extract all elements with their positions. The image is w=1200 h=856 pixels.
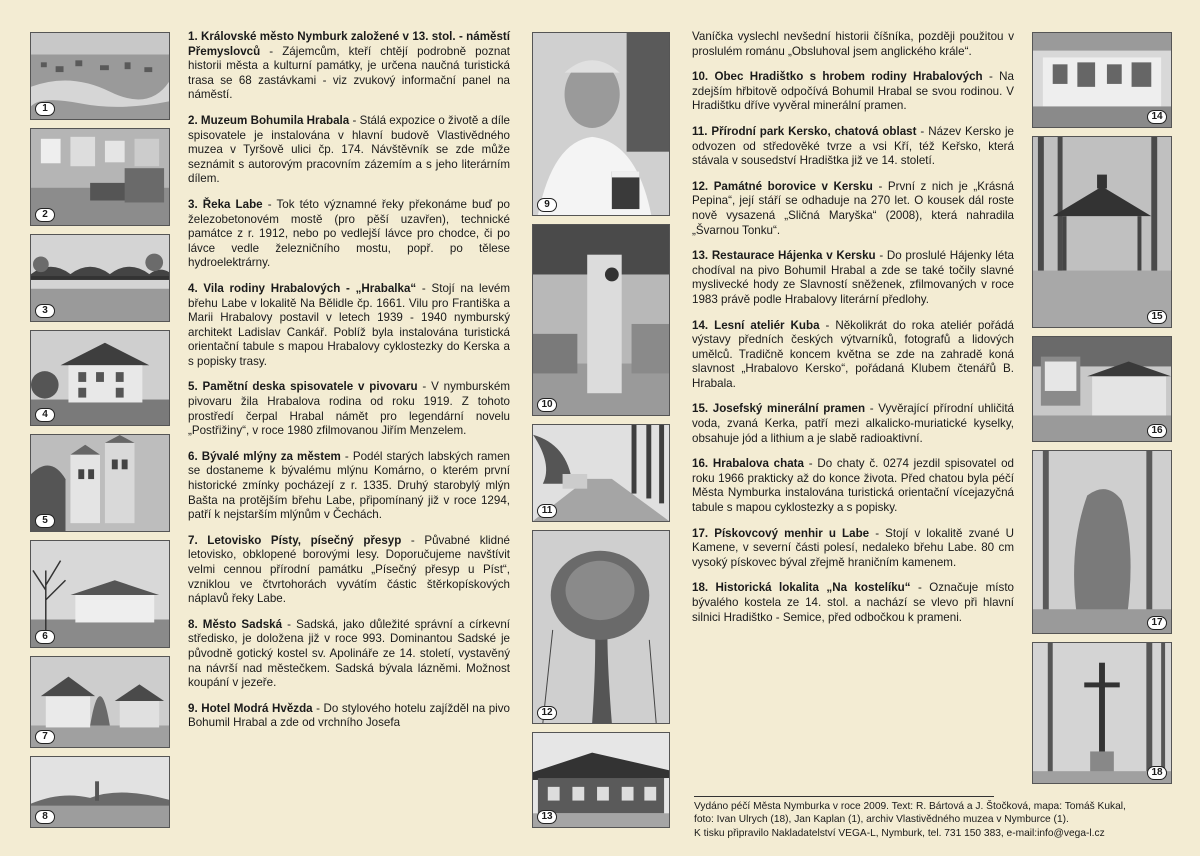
entry-8: 8. Město Sadská - Sadská, jako důležité správní a církevní středisko, je doložena již v roce 993. Dominantou Sadské je původně gotický kostel sv. Apolináře ze 14. století, vystavěný na návrší nad městečkem. Sadská bývala lázněmi. Možnost koupání v jezeře. [188,617,511,690]
photo-number: 13 [537,810,557,824]
entry-15: 15. Josefský minerální pramen - Vyvěrající přírodní uhličitá voda, zvaná Kerka, patří mezi alkalicko-muriatické kyselky, obsahuje jód a lithium a je slabě radioaktivní. [692,402,1014,445]
photo-number: 16 [1147,424,1167,438]
entry-14: 14. Lesní ateliér Kuba - Několikrát do roka ateliér pořádá výstavy předních českých výtvarníků, fotografů a lidových umělců. Tradičně koncem května se zde na zahradě koná slavnost „Hrabalovo Kersko“, pořádaná Klubem čtenářů B. Hrabala. [692,318,1014,390]
photo-8-sadska-panorama [30,756,170,828]
photo-number: 9 [537,198,557,212]
entry-9-continued: Vaníčka vyslechl nevšední historii číšníka, později použitou v proslulém románu „Obsluhoval jsem anglického krále“. [692,30,1014,58]
credits-line-1: Vydáno péčí Města Nymburka v roce 2009. Text: R. Bártová a J. Štočková, mapa: Tomáš Kukal, [694,801,1126,812]
photo-number: 5 [35,514,55,528]
photo-7-pisty-resort [30,656,170,748]
photo-number: 17 [1147,616,1167,630]
photo-3-river-bridge [30,234,170,322]
photo-5-brewery [30,434,170,532]
text-column-right [692,30,1014,636]
text-column-left [188,30,510,742]
photo-18-na-kosteliku-cross [1032,642,1172,784]
photo-number: 1 [35,102,55,116]
entry-13: 13. Restaurace Hájenka v Kersku - Do proslulé Hájenky léta chodíval na pivo Bohumil Hrabal a zde se také točily slavné myslivecké hody ze Slavností sněženek, zfilmovaných v roce 1983 právě podle Hrabalovy literární předlohy. [692,249,1015,306]
photo-number: 14 [1147,110,1167,124]
photo-number: 12 [537,706,557,720]
credits-footer [694,796,1126,840]
photo-4-villa-hrabalka [30,330,170,426]
photo-number: 10 [537,398,557,412]
photo-number: 18 [1147,766,1167,780]
entry-2: 2. Muzeum Bohumila Hrabala - Stálá expozice o životě a díle spisovatele je instalována v hlavní budově Vlastivědného muzea v Tyršově ulici čp. 174. Návštěvník se zde může seznámit s autorovým pracovním zázemím a s jeho literárním dílem. [188,113,510,186]
photo-13-hajenka-restaurant [532,732,670,828]
entry-9: 9. Hotel Modrá Hvězda - Do stylového hotelu zajížděl na pivo Bohumil Hrabal a zde od vrchního Josefa [188,701,510,730]
photo-16-hrabal-cottage [1032,336,1172,442]
photo-number: 2 [35,208,55,222]
photo-10-grave [532,224,670,416]
entry-18: 18. Historická lokalita „Na kostelíku“ - Označuje místo bývalého kostela ze 14. stol. a nachází se vlevo při hlavní silnici Hradištko - Semice, před odbočkou k prameni. [692,581,1014,624]
entry-5: 5. Pamětní deska spisovatele v pivovaru - V nymburském pivovaru žila Hrabalova rodina od roku 1919. Z tohoto prostředí čerpal Hrabal námět pro legendární novelu „Postřižiny“, v roce 1980 zfilmovanou Jiřím Menzelem. [188,380,510,438]
photo-15-mineral-spring-pavilion [1032,136,1172,328]
photo-number: 3 [35,304,55,318]
photo-number: 15 [1147,310,1167,324]
entry-10: 10. Obec Hradištko s hrobem rodiny Hrabalových - Na zdejším hřbitově odpočívá Bohumil Hrabal se svou rodinou. V Hradištku dříve vyvěral minerální pramen. [692,70,1014,113]
photo-2-museum-interior [30,128,170,226]
entry-6: 6. Bývalé mlýny za městem - Podél starých labských ramen se dostaneme k bývalému mlýnu Komárno, o kterém první historické zmínky pocházejí z r. 1335. Druhý starobylý mlýn Bašta na protějším břehu Labe, připomínaný již v roce 1294, patří k nejstarším mlýnům v Čechách. [188,449,510,522]
entry-12: 12. Památné borovice v Kersku - První z nich je „Krásná Pepina“, její stáří se odhaduje na 270 let. O kousek dál roste nově vysazená „Sličná Maryška“ (2008), která nahradila „Švarnou Tonku“. [692,179,1014,237]
photo-12-pine-tree [532,530,670,724]
credits-line-3: K tisku připravilo Nakladatelství VEGA-L, Nymburk, tel. 731 150 383, e-mail:info@vega-l.cz [694,827,1105,839]
photo-1-aerial-town [30,32,170,120]
entry-4: 4. Vila rodiny Hrabalových - „Hrabalka“ - Stojí na levém břehu Labe v lokalitě Na Bělidle čp. 1661. Vilu pro Františka a Marii Hrabalovy postavil v letech 1939 - 1940 nymburský architekt Ladislav Cankář. Poblíž byla instalována turistická orientační tabule s mapou Hrabalovy cyklostezky do Kerska a s popisky trasy. [188,281,510,368]
photo-6-mill [30,540,170,648]
entry-3: 3. Řeka Labe - Tok této významné řeky překonáme buď po železobetonovém mostě (pro pěší uzavřen), technické památce z r. 1912, nebo po vedlejší lávce pro chodce, či po lávce vedle železničního mostu, popř. po tělese hydroelektrárny. [188,197,511,270]
entry-1: 1. Královské město Nymburk založené v 13. stol. - náměstí Přemyslovců - Zájemcům, kteří chtějí podrobně poznat historii města a kulturní památky, je určena naučná turistická trasa se 68 zastávkami - viz zvukový informační panel na náměstí. [188,30,510,102]
photo-number: 8 [35,810,55,824]
photo-number: 11 [537,504,557,518]
photo-number: 6 [35,630,55,644]
photo-9-portrait-hrabal [532,32,670,216]
photo-number: 4 [35,408,55,422]
photo-14-atelier-kuba [1032,32,1172,128]
entry-16: 16. Hrabalova chata - Do chaty č. 0274 jezdil spisovatel od roku 1966 prakticky až do konce života. Před chatou byla péčí Města Nymburka instalována turistická orientační vícejazyčná tabule s mapou cyklostezky a s popisky. [692,457,1014,515]
photo-11-forest-road [532,424,670,522]
entry-7: 7. Letovisko Písty, písečný přesyp - Půvabné klidné letovisko, obklopené borovými lesy. Doporučujeme navštívit velmi cennou přírodní památku „Písečný přesyp u Píst“, vzniklou ve čtvrtohorách vyvátím částic štěrkopískových náplavů řeky Labe. [188,533,510,606]
entry-11: 11. Přírodní park Kersko, chatová oblast - Název Kersko je odvozen od středověké tvrze a vsi Kří, též Keřsko, která stávala v sousedství Hradištka již ve 14. století. [692,124,1014,168]
credits-line-2: foto: Ivan Ulrych (18), Jan Kaplan (1), archiv Vlastivědného muzea v Nymburce (1). [694,814,1069,826]
entry-17: 17. Pískovcový menhir u Labe - Stojí v lokalitě zvané U Kamene, v severní části polesí, nedaleko břehu Labe. 80 cm vysoký pískovec býval zřejmě hraničním kamenem. [692,526,1014,569]
photo-number: 7 [35,730,55,744]
photo-17-menhir [1032,450,1172,634]
